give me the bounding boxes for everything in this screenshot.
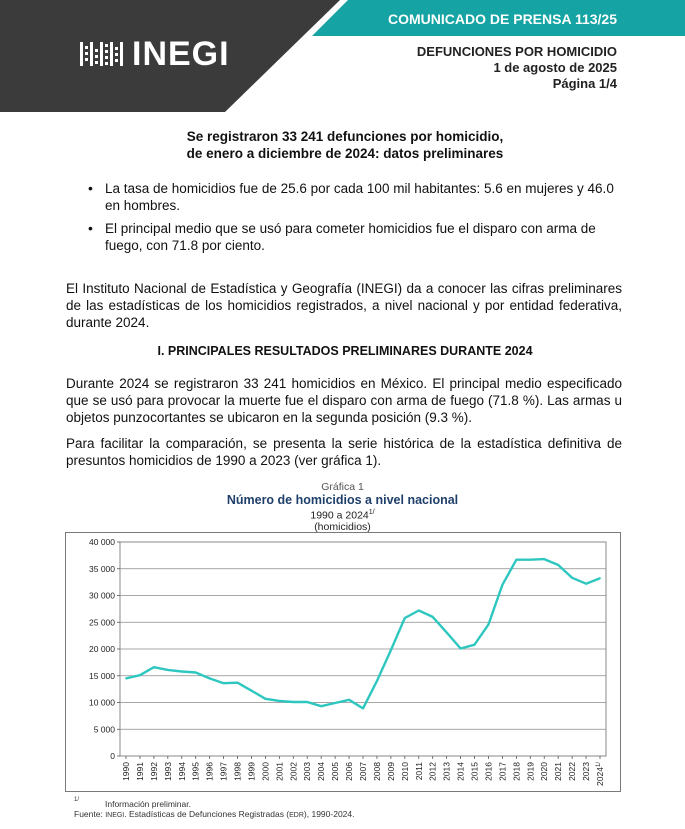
- x-tick-label: 2015: [469, 762, 480, 781]
- x-tick-label: 1995: [190, 762, 201, 781]
- section-title: I. PRINCIPALES RESULTADOS PRELIMINARES DURANTE 2024: [157, 344, 533, 358]
- inegi-logo-mark-icon: [80, 40, 126, 68]
- press-release-label: COMUNICADO DE PRENSA 113/25: [388, 11, 617, 27]
- inegi-logo: [80, 35, 230, 73]
- data-point: [599, 577, 601, 579]
- y-tick-label: 20 000: [89, 644, 115, 654]
- x-tick-label: 1992: [148, 762, 159, 781]
- data-point: [529, 559, 531, 561]
- x-tick-label: 2001: [274, 762, 285, 781]
- x-tick-label: 2007: [358, 762, 368, 781]
- x-tick-label: 2003: [302, 762, 313, 781]
- chart-title: Número de homicidios a nivel nacional: [226, 493, 459, 507]
- source-prefix: Fuente:: [74, 809, 106, 819]
- series-line: [126, 559, 600, 708]
- data-point: [223, 682, 225, 684]
- x-tick-label: 2008: [371, 762, 382, 781]
- footnote-text: Información preliminar.: [105, 799, 191, 809]
- source-abbr: EDR: [289, 812, 304, 819]
- data-point: [543, 558, 545, 560]
- data-point: [376, 680, 378, 682]
- headline: [60, 128, 630, 162]
- x-tick-label: 2020: [539, 762, 550, 781]
- x-tick-label: 1997: [218, 762, 229, 781]
- y-tick-label: 40 000: [89, 537, 115, 547]
- headline-line-1: Se registraron 33 241 defunciones por homicidio,: [186, 129, 504, 144]
- data-point: [474, 644, 476, 646]
- x-tick-label: 2022: [567, 762, 578, 781]
- chart-frame: [65, 532, 621, 792]
- intro-paragraph: El Instituto Nacional de Estadística y Geografía (INEGI) da a conocer las cifras preliminares de las estadísticas de los homicidios registrados, a nivel nacional y por entidad federativa, durante 2024.: [66, 281, 622, 330]
- data-point: [153, 666, 155, 668]
- footnote-mark: [74, 797, 79, 807]
- comparison-paragraph: Para facilitar la comparación, se presenta la serie histórica de la estadística definitiva de presuntos homicidios de 1990 a 2023 (ver gráfica 1).: [66, 436, 622, 468]
- data-point: [460, 648, 462, 650]
- x-tick-label: 2004: [316, 762, 327, 781]
- x-tick-label: 2006: [344, 762, 355, 781]
- footnote-mark-text: 1/: [74, 797, 80, 804]
- data-point: [139, 674, 141, 676]
- x-tick-label: 2010: [399, 762, 410, 781]
- y-tick-label: 15 000: [89, 670, 115, 681]
- x-tick-label: 1998: [232, 762, 243, 781]
- results-paragraph: Durante 2024 se registraron 33 241 homicidios en México. El principal medio especificado que se usó para provocar la muerte fue el disparo con arma de fuego (71.8 %). Las armas u objetos punzocortantes se ubicaron en la segunda posición (9.3 %).: [66, 376, 622, 425]
- release-date: 1 de agosto de 2025: [493, 60, 617, 75]
- x-tick-label: 2005: [330, 762, 341, 781]
- data-point: [418, 610, 420, 612]
- headline-line-2: de enero a diciembre de 2024: datos preliminares: [186, 146, 504, 161]
- x-tick-label: 2021: [553, 762, 564, 781]
- data-point: [306, 701, 308, 703]
- x-tick-label: $2024^{1/}$: [595, 762, 605, 786]
- x-tick-label: 2009: [385, 762, 396, 781]
- x-tick-label: 2002: [288, 762, 299, 781]
- x-tick-label: 2017: [497, 762, 508, 781]
- y-tick-label: 5 000: [93, 724, 115, 735]
- highlight-item: • El principal medio que se usó para cometer homicidios fue el disparo con arma de fuego, con 71.8 por ciento.: [88, 220, 628, 254]
- x-tick-label: 2014: [455, 762, 466, 781]
- data-point: [390, 649, 392, 651]
- x-tick-label: 1990: [121, 762, 131, 781]
- source-note: [74, 809, 355, 819]
- x-tick-label: 2011: [413, 762, 424, 781]
- header-info: [417, 44, 617, 92]
- x-tick-note: 1/: [596, 762, 602, 768]
- highlights-list: [88, 180, 628, 260]
- data-point: [292, 701, 294, 703]
- source-middle: . Estadísticas de Defunciones Registradas (: [124, 809, 290, 819]
- page-number: Página 1/4: [552, 76, 617, 91]
- x-tick-label: 2023: [581, 762, 592, 781]
- x-tick-label: 2012: [427, 762, 438, 781]
- y-tick-label: 25 000: [89, 617, 115, 628]
- data-point: [195, 672, 197, 674]
- data-point: [502, 584, 504, 586]
- x-tick-label: 2013: [441, 762, 452, 781]
- data-point: [515, 559, 517, 561]
- topic-title: DEFUNCIONES POR HOMICIDIO: [416, 44, 617, 59]
- x-tick-label: 2019: [525, 762, 536, 781]
- data-point: [167, 669, 169, 671]
- data-point: [334, 702, 336, 704]
- x-tick-label: 2016: [483, 762, 494, 781]
- x-tick-label: 1991: [134, 762, 145, 781]
- x-tick-label: 2000: [260, 762, 271, 781]
- highlight-item: • La tasa de homicidios fue de 25.6 por cada 100 mil habitantes: 5.6 en mujeres y 46.0 en hombres.: [88, 180, 628, 214]
- data-point: [125, 678, 127, 680]
- chart-range: [0, 509, 685, 522]
- y-tick-label: 0: [110, 751, 115, 761]
- data-point: [585, 583, 587, 585]
- chart-range-text: 1990 a 2024: [310, 509, 369, 522]
- data-point: [488, 623, 490, 625]
- y-tick-label: 35 000: [89, 563, 115, 574]
- data-point: [348, 699, 350, 701]
- x-tick-label: 2018: [511, 762, 522, 781]
- chart-figure-label: Gráfica 1: [321, 481, 364, 493]
- data-point: [209, 678, 211, 680]
- x-tick-label: 1993: [162, 762, 173, 781]
- data-point: [181, 671, 183, 673]
- data-point: [404, 617, 406, 619]
- y-tick-label: 30 000: [89, 590, 115, 601]
- homicides-line-chart: [66, 533, 620, 791]
- data-point: [571, 577, 573, 579]
- chart-unit: (homicidios): [314, 521, 371, 533]
- data-point: [278, 700, 280, 702]
- data-point: [446, 632, 448, 634]
- x-tick-label: 1994: [176, 762, 187, 781]
- logo-wordmark: INEGI: [132, 35, 230, 73]
- data-point: [432, 616, 434, 618]
- x-tick-label: 1996: [204, 762, 215, 781]
- data-point: [362, 707, 364, 709]
- x-tick-label: 1999: [246, 762, 257, 781]
- chart-range-note: 1/: [368, 509, 375, 516]
- data-point: [557, 564, 559, 566]
- data-point: [320, 705, 322, 707]
- data-point: [265, 698, 267, 700]
- source-suffix: ), 1990-2024.: [303, 809, 355, 819]
- data-point: [237, 682, 239, 684]
- header-band: [0, 0, 685, 112]
- source-org: INEGI: [105, 812, 125, 819]
- y-tick-label: 10 000: [89, 697, 115, 708]
- data-point: [251, 690, 253, 692]
